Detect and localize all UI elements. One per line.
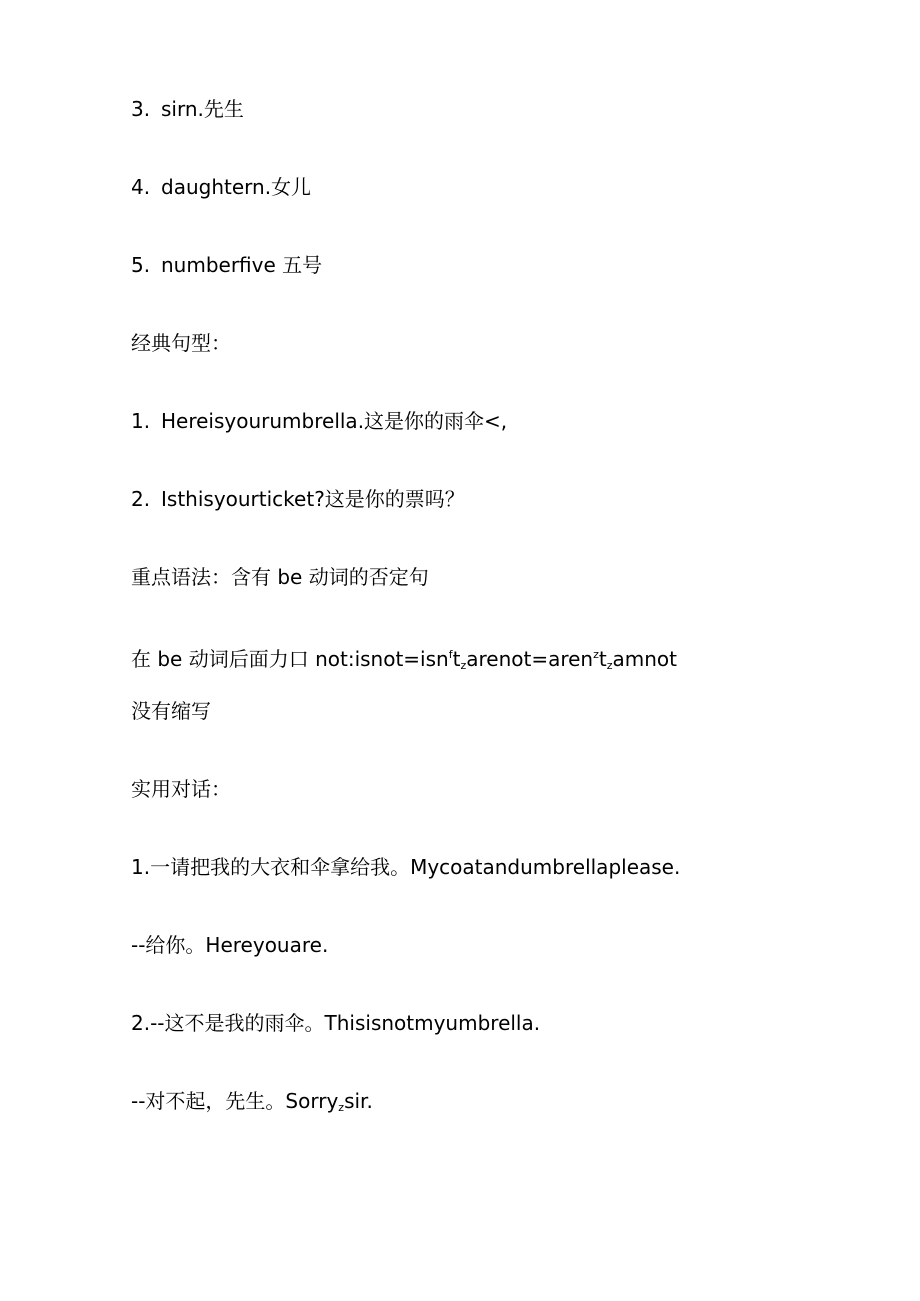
vocab-number: 3. [131,97,151,121]
dialogue-line-4 [131,1088,373,1121]
sentence-item-2 [131,486,465,512]
grammar-heading: 重点语法：含有 be 动词的否定句 [131,565,429,589]
dialogue-heading: 实用对话： [131,777,231,801]
grammar-rule-subscript: z [606,659,613,672]
vocab-number: 5. [131,253,151,277]
vocab-number: 4. [131,175,151,199]
grammar-rule-part: 在 be 动词后面力口 not:isnot=isn [131,647,449,671]
grammar-rule-part: amnot [612,647,677,671]
dialogue-line-3: 2.--这不是我的雨伞。Thisisnotmyumbrella. [131,1011,541,1035]
sentence-item-1 [131,408,507,434]
grammar-rule-part: t [598,647,607,671]
grammar-rule-superscript: z [593,648,599,661]
vocab-text: sirn.先生 [161,97,244,121]
grammar-rule-part: arenot=aren [466,647,594,671]
sentence-number: 1. [131,409,151,433]
sentence-number: 2. [131,487,151,511]
vocab-text: numberfive 五号 [161,253,323,277]
grammar-rule [131,642,677,679]
grammar-rule-part: t [452,647,461,671]
grammar-rule-subscript: z [460,659,467,672]
grammar-rule-superscript: f [448,648,453,661]
vocab-item-5 [131,252,322,278]
dialogue-line-1: 1.一请把我的大衣和伞拿给我。Mycoatandumbrellaplease. [131,855,681,879]
vocab-text: daughtern.女儿 [161,175,312,199]
dialogue-line-2: --给你。Hereyouare. [131,933,329,957]
sentences-heading: 经典句型： [131,331,231,355]
sentence-text: Hereisyourumbrella.这是你的雨伞<, [161,409,508,433]
dialogue-subscript: z [338,1101,345,1114]
grammar-note: 没有缩写 [131,699,211,723]
vocab-item-4 [131,174,311,200]
vocab-item-3 [131,96,244,122]
dialogue-text: sir. [344,1089,373,1113]
dialogue-text: --对不起，先生。Sorry [131,1089,339,1113]
sentence-text: Isthisyourticket?这是你的票吗？ [161,487,465,511]
